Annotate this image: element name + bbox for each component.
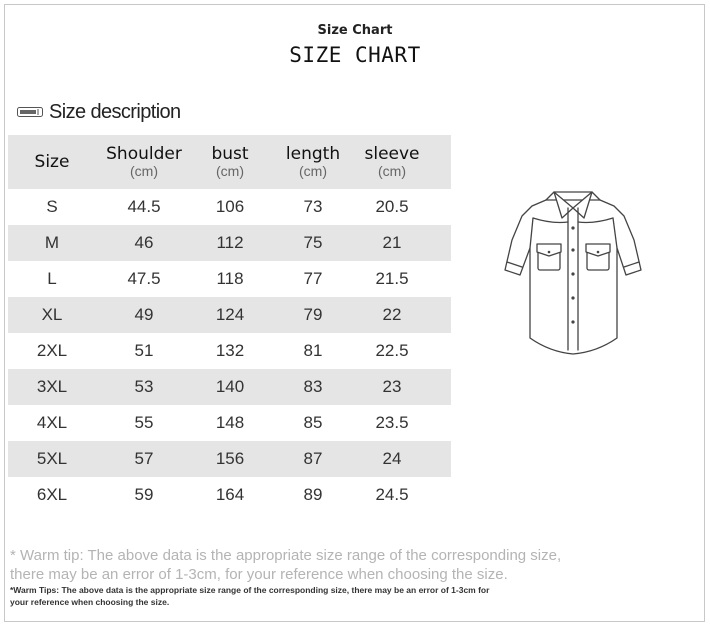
table-cell xyxy=(358,225,426,261)
cell-value: 5XL xyxy=(36,449,68,468)
chart-subtitle: Size Chart xyxy=(317,23,393,38)
table-cell xyxy=(358,333,426,369)
warm-tip xyxy=(10,546,610,584)
column-unit: (cm) xyxy=(130,163,158,179)
cell-value: 53 xyxy=(134,377,154,396)
cell-value: 46 xyxy=(134,233,154,252)
column-name: bust xyxy=(211,144,249,164)
table-cell xyxy=(358,189,426,225)
table-cell xyxy=(96,297,192,333)
table-cell xyxy=(192,261,268,297)
header-cell xyxy=(358,135,426,189)
table-cell xyxy=(358,477,426,513)
column-name: Shoulder xyxy=(106,144,182,164)
table-row xyxy=(8,189,451,225)
header-cell xyxy=(8,135,96,189)
warm-tip-small-line: *Warm Tips: The above data is the appropriate size range of the corresponding size, there may be an error of 1-3cm for xyxy=(10,585,490,595)
chart-title: SIZE CHART xyxy=(289,43,421,67)
table-cell xyxy=(268,477,358,513)
cell-value: 47.5 xyxy=(127,269,161,288)
table-row xyxy=(8,405,451,441)
table-cell xyxy=(192,297,268,333)
table-cell xyxy=(268,441,358,477)
cell-value: 87 xyxy=(303,449,323,468)
table-cell xyxy=(192,441,268,477)
short-sleeve-shirt-icon xyxy=(502,188,644,364)
cell-value: 132 xyxy=(215,341,245,360)
table-cell xyxy=(192,405,268,441)
table-cell xyxy=(358,261,426,297)
table-cell xyxy=(8,369,96,405)
table-cell xyxy=(96,441,192,477)
table-cell xyxy=(192,477,268,513)
warm-tip-line: there may be an error of 1-3cm, for your reference when choosing the size. xyxy=(10,566,508,583)
cell-value: 24 xyxy=(382,449,402,468)
table-cell xyxy=(192,369,268,405)
cell-value: M xyxy=(44,233,60,252)
table-cell xyxy=(8,333,96,369)
warm-tip-small-line: your reference when choosing the size. xyxy=(10,597,170,607)
cell-value: 106 xyxy=(215,197,245,216)
cell-value: S xyxy=(46,197,58,216)
cell-value: 75 xyxy=(303,233,323,252)
table-cell xyxy=(96,261,192,297)
table-cell xyxy=(358,369,426,405)
cell-value: 6XL xyxy=(36,485,68,504)
table-header-row xyxy=(8,135,451,189)
cell-value: 49 xyxy=(134,305,154,324)
table-row xyxy=(8,369,451,405)
cell-value: 24.5 xyxy=(375,485,409,504)
cell-value: 21 xyxy=(382,233,402,252)
table-cell xyxy=(268,261,358,297)
column-name: sleeve xyxy=(364,144,420,164)
header-cell xyxy=(96,135,192,189)
table-cell xyxy=(96,333,192,369)
table-cell xyxy=(358,441,426,477)
cell-value: 22 xyxy=(382,305,402,324)
table-cell xyxy=(268,405,358,441)
cell-value: 112 xyxy=(216,233,244,252)
cell-value: 124 xyxy=(215,305,245,324)
cell-value: 81 xyxy=(303,341,323,360)
cell-value: 156 xyxy=(215,449,245,468)
table-cell xyxy=(96,477,192,513)
cell-value: 23 xyxy=(382,377,402,396)
header-cell xyxy=(192,135,268,189)
warm-tip-line: * Warm tip: The above data is the appropriate size range of the corresponding size, xyxy=(10,547,562,564)
table-row xyxy=(8,225,451,261)
column-unit: (cm) xyxy=(216,163,244,179)
ruler-icon xyxy=(17,106,43,118)
cell-value: 22.5 xyxy=(375,341,409,360)
section-label: Size description xyxy=(49,100,181,123)
table-cell xyxy=(8,189,96,225)
table-cell xyxy=(268,297,358,333)
column-unit: (cm) xyxy=(378,163,406,179)
cell-value: 118 xyxy=(216,269,244,288)
table-cell xyxy=(358,297,426,333)
table-cell xyxy=(268,369,358,405)
table-cell xyxy=(8,477,96,513)
table-row xyxy=(8,261,451,297)
cell-value: 2XL xyxy=(36,341,68,360)
table-cell xyxy=(192,189,268,225)
table-row xyxy=(8,297,451,333)
size-description-heading xyxy=(17,99,181,125)
cell-value: 140 xyxy=(215,377,245,396)
cell-value: 57 xyxy=(134,449,154,468)
cell-value: 21.5 xyxy=(375,269,409,288)
table-cell xyxy=(268,225,358,261)
table-cell xyxy=(8,405,96,441)
table-cell xyxy=(8,297,96,333)
cell-value: 59 xyxy=(134,485,154,504)
table-cell xyxy=(268,189,358,225)
cell-value: 89 xyxy=(303,485,323,504)
table-cell xyxy=(8,225,96,261)
table-row xyxy=(8,333,451,369)
cell-value: 55 xyxy=(134,413,154,432)
table-cell xyxy=(96,369,192,405)
cell-value: 83 xyxy=(303,377,323,396)
cell-value: 148 xyxy=(215,413,245,432)
column-name: Size xyxy=(34,151,70,172)
cell-value: 77 xyxy=(303,269,323,288)
cell-value: 3XL xyxy=(36,377,68,396)
cell-value: XL xyxy=(41,305,63,324)
table-cell xyxy=(96,189,192,225)
cell-value: 51 xyxy=(134,341,154,360)
table-body xyxy=(8,189,451,513)
column-name: length xyxy=(285,144,341,164)
header-cell xyxy=(268,135,358,189)
table-cell xyxy=(96,225,192,261)
cell-value: 44.5 xyxy=(127,197,161,216)
table-cell xyxy=(8,261,96,297)
cell-value: 164 xyxy=(215,485,245,504)
cell-value: 73 xyxy=(303,197,323,216)
table-cell xyxy=(192,333,268,369)
cell-value: 4XL xyxy=(36,413,68,432)
column-unit: (cm) xyxy=(299,163,327,179)
table-cell xyxy=(96,405,192,441)
table-row xyxy=(8,477,451,513)
size-table xyxy=(8,135,451,513)
cell-value: 23.5 xyxy=(375,413,409,432)
table-cell xyxy=(8,441,96,477)
table-cell xyxy=(192,225,268,261)
table-row xyxy=(8,441,451,477)
cell-value: 79 xyxy=(303,305,323,324)
cell-value: L xyxy=(47,269,57,288)
cell-value: 20.5 xyxy=(375,197,409,216)
cell-value: 85 xyxy=(303,413,323,432)
warm-tip-small xyxy=(10,584,610,608)
table-cell xyxy=(268,333,358,369)
table-cell xyxy=(358,405,426,441)
